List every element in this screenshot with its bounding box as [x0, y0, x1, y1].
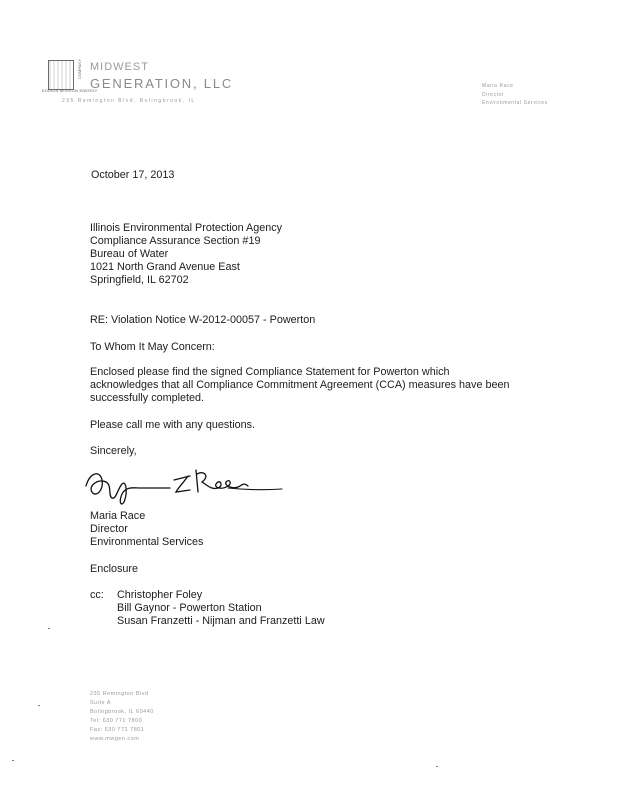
footer-line: Tel: 630 771 7800	[90, 718, 143, 724]
signer-name: Maria Race	[90, 510, 146, 522]
recipient-line: Compliance Assurance Section #19	[90, 235, 261, 247]
recipient-line: Illinois Environmental Protection Agency	[90, 222, 283, 234]
recipient-address	[90, 222, 282, 287]
scan-speck	[48, 628, 50, 629]
paragraph-line: successfully completed.	[90, 392, 205, 404]
footer-address	[90, 690, 154, 744]
footer-line: Bolingbrook, IL 60440	[90, 709, 154, 715]
logo-caption: EDISON MISSION ENERGY	[42, 88, 98, 93]
paragraph-line: acknowledges that all Compliance Commitment Agreement (CCA) measures have been	[90, 379, 510, 391]
cc-list	[117, 589, 325, 628]
subject-line: RE: Violation Notice W-2012-00057 - Powerton	[90, 314, 316, 326]
footer-line: www.mwgen.com	[90, 736, 140, 742]
paragraph-line: Enclosed please find the signed Compliance Statement for Powerton which	[90, 366, 450, 378]
scan-speck	[38, 705, 40, 706]
contact-line: Environmental Services	[482, 100, 548, 106]
recipient-line: Bureau of Water	[90, 248, 169, 260]
signer-department: Environmental Services	[90, 536, 204, 548]
contact-line: Maria Race	[482, 83, 514, 89]
contact-line: Director	[482, 91, 505, 98]
recipient-line: 1021 North Grand Avenue East	[90, 261, 240, 273]
handwritten-signature	[78, 458, 288, 513]
sender-contact-block	[482, 82, 548, 108]
company-name-line2: GENERATION, LLC	[90, 76, 234, 91]
signer-block	[90, 510, 203, 549]
scan-speck	[12, 760, 14, 761]
logo-side-caption: COMPANY	[77, 59, 82, 79]
footer-line: Suite A	[90, 700, 111, 706]
body-paragraph-2: Please call me with any questions.	[90, 419, 256, 431]
company-logo	[48, 60, 74, 90]
recipient-line: Springfield, IL 62702	[90, 274, 189, 286]
closing: Sincerely,	[90, 445, 137, 457]
body-paragraph	[90, 366, 509, 405]
cc-recipient: Susan Franzetti - Nijman and Franzetti Law	[117, 615, 325, 627]
scan-speck	[436, 766, 438, 767]
letter-date: October 17, 2013	[91, 169, 175, 181]
signer-title: Director	[90, 523, 128, 535]
footer-line: 235 Remington Blvd	[90, 691, 149, 697]
company-address: 235 Remington Blvd, Bolingbrook, IL	[62, 98, 196, 104]
company-name-line1: MIDWEST	[90, 61, 149, 73]
footer-line: Fax: 630 771 7801	[90, 727, 145, 733]
enclosure-note: Enclosure	[90, 563, 139, 575]
cc-recipient: Christopher Foley	[117, 589, 203, 601]
cc-label: cc:	[90, 589, 104, 601]
salutation: To Whom It May Concern:	[90, 341, 215, 353]
cc-recipient: Bill Gaynor - Powerton Station	[117, 602, 262, 614]
